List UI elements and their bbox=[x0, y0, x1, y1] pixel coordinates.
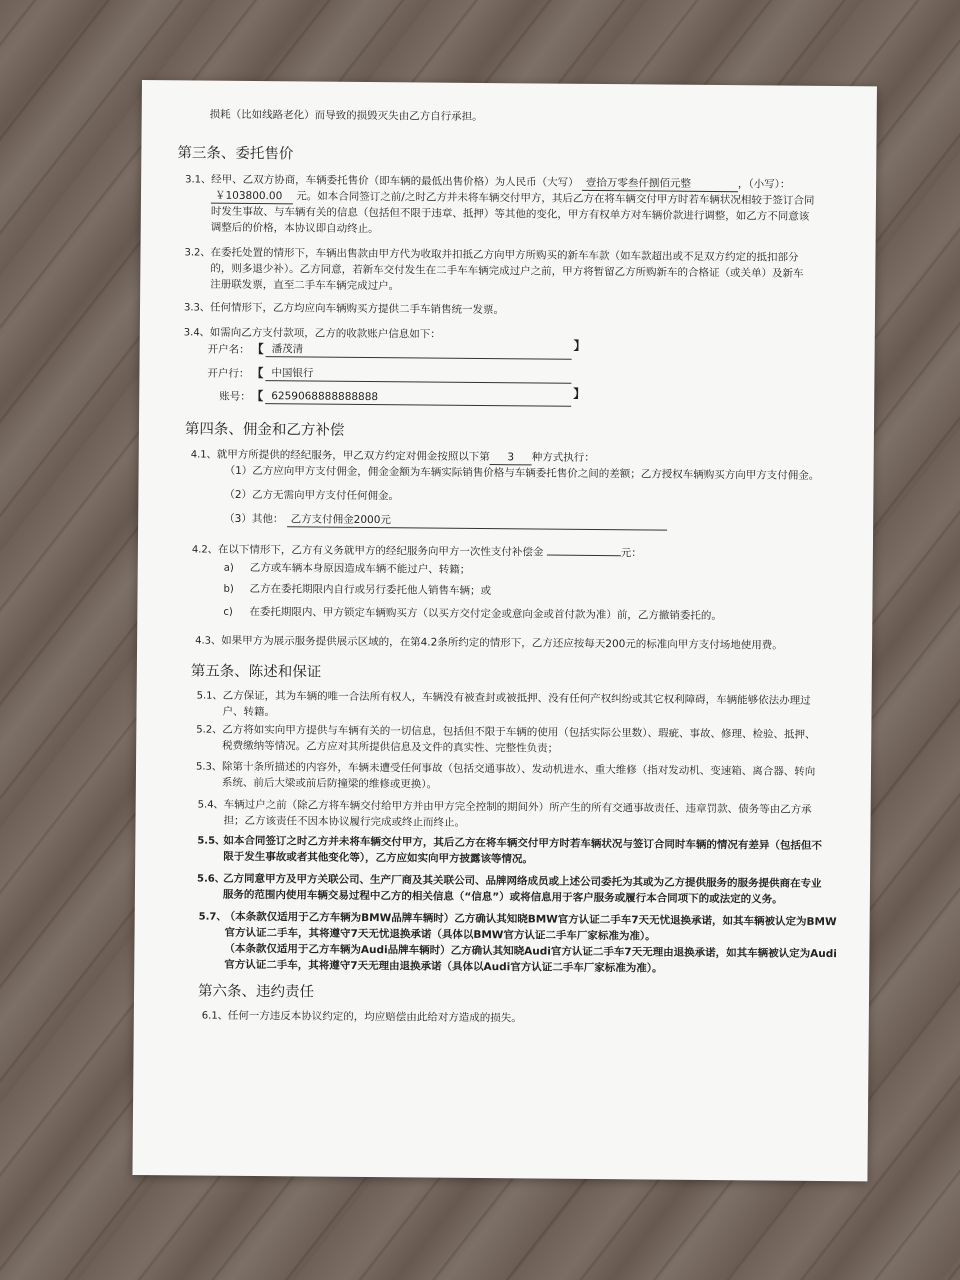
clause-6-1-number: 6.1、 bbox=[201, 1010, 228, 1022]
commission-option-field: 3 bbox=[490, 451, 532, 465]
clause-3-1-number: 3.1、 bbox=[185, 174, 212, 186]
item-c-marker: c) bbox=[223, 606, 233, 618]
contract-page bbox=[132, 80, 877, 1181]
section-6-heading: 第六条、违约责任 bbox=[197, 983, 315, 1001]
clause-5-1-number: 5.1、 bbox=[196, 690, 223, 702]
clause-3-2-line2: 的，则多退少补）。乙方同意，若新车交付发生在二手车车辆完成过户之前，甲方将暂留乙方所购新车的合格证（或关单）及新车 bbox=[210, 262, 804, 280]
clause-5-5-number: 5.5、 bbox=[197, 835, 226, 847]
option-3-value: 乙方支付佣金2000元 bbox=[287, 513, 667, 530]
account-bank-underline bbox=[265, 380, 571, 384]
clause-4-2-unit: 元： bbox=[620, 547, 642, 560]
account-bank-left-bracket: 【 bbox=[251, 365, 264, 381]
price-uppercase-field: 壹拾万零叁仟捌佰元整 bbox=[582, 177, 738, 192]
clause-3-2-line3: 注册联发票，直至二手车车辆完成过户。 bbox=[210, 278, 400, 293]
section-3-heading: 第三条、委托售价 bbox=[177, 145, 294, 163]
clause-5-5-line1: 如本合同签订之时乙方并未将车辆交付甲方，其后乙方在将车辆交付甲方时若车辆状况与签订合同时车辆的情况有差异（包括但不 bbox=[223, 834, 822, 852]
item-b: 乙方在委托期限内自行或另行委托他人销售车辆；或 bbox=[249, 582, 492, 598]
clause-3-1-line4: 调整后的价格，本协议即自动终止。 bbox=[210, 221, 379, 236]
clause-5-4-number: 5.4、 bbox=[197, 799, 224, 811]
account-name-left-bracket: 【 bbox=[251, 341, 264, 357]
clause-6-1-line1: 任何一方违反本协议约定的，均应赔偿由此给对方造成的损失。 bbox=[227, 1009, 522, 1025]
clause-3-4-number: 3.4、 bbox=[183, 327, 210, 339]
item-b-marker: b) bbox=[223, 583, 234, 595]
clause-5-7-line2: 官方认证二手车，其将遵守7天无忧退换承诺（具体以BMW官方认证二手车厂家标准为准）。 bbox=[224, 926, 656, 943]
clause-3-3-line1: 任何情形下，乙方均应向车辆购买方提供二手车销售统一发票。 bbox=[209, 301, 505, 317]
clause-5-2-line1: 乙方将如实向甲方提供与车辆有关的一切信息，包括但不限于车辆的使用（包括实际公里数）、瑕疵、事故、修理、检验、抵押、 bbox=[222, 723, 816, 741]
item-a: 乙方或车辆本身原因造成车辆不能过户、转籍； bbox=[249, 561, 471, 576]
clause-4-1-text: 就甲方所提供的经纪服务，甲乙双方约定对佣金按照以下第 bbox=[216, 448, 490, 464]
clause-5-3-line1: 除第十条所描述的内容外，车辆未遭受任何事故（包括交通事故）、发动机进水、重大维修（指对发动机、变速箱、离合器、转向 bbox=[221, 760, 816, 778]
clause-4-1-line1 bbox=[217, 449, 595, 466]
option-3 bbox=[224, 513, 667, 531]
item-c: 在委托期限内、甲方锁定车辆购买方（以买方交付定金或意向金或首付款为准）前，乙方撤销委托的。 bbox=[249, 605, 722, 623]
clause-4-1-text-2: 种方式执行： bbox=[531, 451, 595, 464]
clause-3-3-number: 3.3、 bbox=[183, 302, 210, 314]
account-name-right-bracket: 】 bbox=[573, 338, 586, 353]
option-3-label: （3）其他： bbox=[224, 512, 284, 526]
account-bank-value: 中国银行 bbox=[271, 367, 314, 380]
clause-5-1-line1: 乙方保证，其为车辆的唯一合法所有权人，车辆没有被查封或被抵押、没有任何产权纠纷或其它权利障碍，车辆能够依法办理过 bbox=[222, 689, 811, 707]
clause-5-6-line1: 乙方同意甲方及甲方关联公司、生产厂商及其关联公司、品牌网络成员或上述公司委托为其或为乙方提供服务的服务提供商在专业 bbox=[222, 872, 822, 890]
clause-3-2-number: 3.2、 bbox=[184, 247, 211, 259]
account-number-value: 6259068888888888 bbox=[271, 390, 379, 404]
clause-3-1-lower-label: ，（小写）： bbox=[737, 178, 791, 191]
clause-4-2-line1 bbox=[218, 544, 642, 561]
clause-3-1-line3: 时发生事故、与车辆有关的信息（包括但不限于违章、抵押）等其他的变化，甲方有权单方对车辆价款进行调整，如乙方不同意该 bbox=[210, 205, 810, 223]
item-a-marker: a) bbox=[223, 562, 234, 574]
clause-3-4-line1: 如需向乙方支付款项，乙方的收款账户信息如下： bbox=[209, 326, 441, 341]
clause-5-4-line2: 担；乙方该责任不因本协议履行完成或终止而终止。 bbox=[223, 814, 466, 829]
account-number-label: 账号： bbox=[219, 390, 251, 403]
clause-5-7-line3: （本条款仅适用于乙方车辆为Audi品牌车辆时）乙方确认其知晓Audi官方认证二手车7天无理由退换承诺，如其车辆被认定为Audi bbox=[224, 942, 837, 961]
clause-3-1-text: 经甲、乙双方协商，车辆委托售价（即车辆的最低出售价格）为人民币（大写） bbox=[211, 173, 579, 189]
clause-5-7-number: 5.7、 bbox=[198, 911, 227, 923]
clause-5-7-line1: （本条款仅适用于乙方车辆为BMW品牌车辆时）乙方确认其知晓BMW官方认证二手车7天无忧退换承诺，如其车辆被认定为BMW bbox=[224, 910, 837, 929]
clause-5-3-line2: 系统、前后大梁或前后防撞梁的维修或更换）。 bbox=[221, 776, 438, 791]
clause-4-3-line1: 如果甲方为展示服务提供展示区域的，在第4.2条所约定的情形下，乙方还应按每天200元的标准向甲方支付场地使用费。 bbox=[221, 634, 783, 652]
account-name-label: 开户名： bbox=[207, 343, 250, 356]
clause-5-3-number: 5.3、 bbox=[195, 761, 222, 773]
clause-5-5-line2: 限于发生事故或者其他变化等），乙方应如实向甲方披露该等情况。 bbox=[223, 850, 534, 866]
clause-5-1-line2: 户、转籍。 bbox=[222, 705, 276, 719]
section-4-heading: 第四条、佣金和乙方补偿 bbox=[184, 421, 345, 439]
option-2: （2）乙方无需向甲方支付任何佣金。 bbox=[224, 488, 400, 503]
clause-4-2-number: 4.2、 bbox=[191, 544, 218, 556]
account-number-left-bracket: 【 bbox=[251, 388, 264, 404]
account-bank-label: 开户行： bbox=[207, 367, 250, 380]
price-lowercase-field: ￥103800.00 bbox=[211, 190, 293, 205]
clause-5-2-line2: 税费缴纳等情况。乙方应对其所提供信息及文件的真实性、完整性负责； bbox=[222, 739, 559, 755]
option-1: （1）乙方应向甲方支付佣金，佣金金额为车辆实际销售价格与车辆委托售价之间的差额；乙方授权车辆购买方向甲方支付佣金。 bbox=[224, 464, 820, 482]
account-number-right-bracket: 】 bbox=[573, 386, 586, 401]
clause-3-1-text-2: 元。如本合同签订之前/之时乙方并未将车辆交付甲方，其后乙方在将车辆交付甲方时若车辆状况相较于签订合同 bbox=[296, 190, 815, 207]
section-5-heading: 第五条、陈述和保证 bbox=[190, 663, 322, 681]
clause-4-1-number: 4.1、 bbox=[190, 449, 217, 461]
clause-5-6-number: 5.6、 bbox=[196, 873, 225, 885]
clause-5-6-line2: 服务的范围内使用车辆交易过程中乙方的相关信息（“信息”）或将信息用于客户服务或履行本合同项下的或法定的义务。 bbox=[222, 888, 783, 906]
compensation-field bbox=[547, 555, 621, 557]
account-name-underline bbox=[266, 356, 572, 360]
clause-5-4-line1: 车辆过户之前（除乙方将车辆交付给甲方并由甲方完全控制的期间外）所产生的所有交通事故责任、违章罚款、债务等由乙方承 bbox=[223, 798, 812, 816]
clause-5-7-line4: 官方认证二手车，其将遵守7天无理由退换承诺（具体以Audi官方认证二手车厂家标准为准）。 bbox=[224, 958, 663, 975]
clause-4-2-text: 在以下情形下，乙方有义务就甲方的经纪服务向甲方一次性支付补偿金 bbox=[217, 543, 544, 559]
account-name-value: 潘茂清 bbox=[271, 343, 304, 356]
carry-over-line: 损耗（比如线路老化）而导致的损毁灭失由乙方自行承担。 bbox=[209, 108, 483, 123]
clause-3-2-line1: 在委托处置的情形下，车辆出售款由甲方代为收取并扣抵乙方向甲方所购买的新车车款（如车款超出或不足双方约定的抵扣部分 bbox=[210, 246, 799, 264]
account-number-underline bbox=[265, 403, 571, 407]
clause-5-2-number: 5.2、 bbox=[196, 724, 223, 736]
clause-4-3-number: 4.3、 bbox=[195, 635, 222, 647]
